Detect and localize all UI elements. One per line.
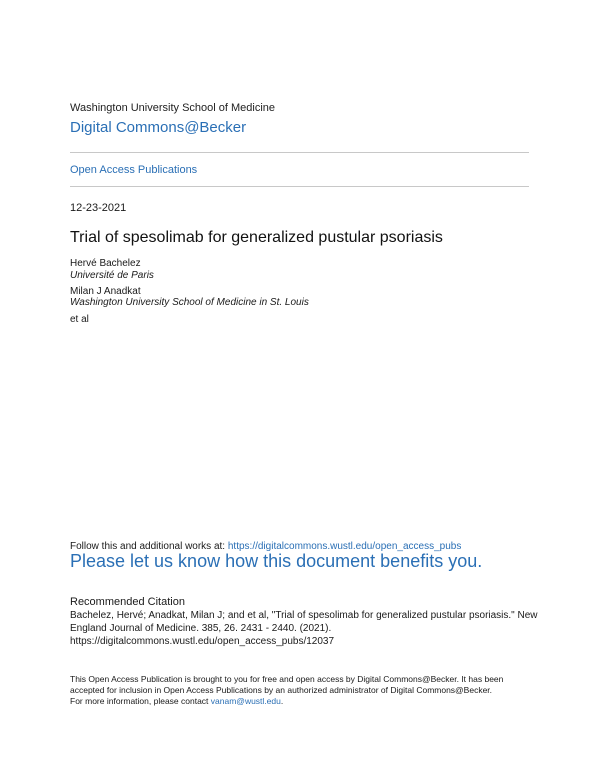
footer-contact: [70, 696, 283, 706]
follow-text: Follow this and additional works at:: [70, 541, 228, 552]
author-affiliation: Washington University School of Medicine in St. Louis: [70, 297, 309, 308]
benefits-link[interactable]: Please let us know how this document benefits you.: [70, 551, 483, 571]
footer-text: This Open Access Publication is brought to you for free and open access by Digital Commons@Becker. It has been: [70, 674, 504, 684]
footer-contact-prefix: For more information, please contact: [70, 696, 211, 706]
publication-date: 12-23-2021: [70, 202, 127, 214]
et-al: et al: [70, 314, 89, 325]
repository-link[interactable]: Digital Commons@Becker: [70, 119, 247, 136]
author-name[interactable]: Hervé Bachelez: [70, 258, 141, 269]
footer-text: accepted for inclusion in Open Access Publications by an authorized administrator of Digital Commons@Becker.: [70, 685, 493, 695]
institution-name: Washington University School of Medicine: [70, 102, 276, 114]
citation-url: https://digitalcommons.wustl.edu/open_access_pubs/12037: [70, 636, 335, 647]
author-name[interactable]: Milan J Anadkat: [70, 286, 141, 297]
divider-bottom: [70, 186, 529, 187]
collection-link[interactable]: Open Access Publications: [70, 164, 198, 176]
author-affiliation: Université de Paris: [70, 270, 154, 281]
article-title[interactable]: Trial of spesolimab for generalized pustular psoriasis: [70, 229, 443, 246]
divider-top: [70, 152, 529, 153]
citation-text: Bachelez, Hervé; Anadkat, Milan J; and et al, "Trial of spesolimab for generalized pustular psoriasis." New: [70, 610, 538, 621]
citation-heading: Recommended Citation: [70, 596, 185, 608]
collection-url-link[interactable]: https://digitalcommons.wustl.edu/open_access_pubs: [227, 541, 462, 552]
citation-text: England Journal of Medicine. 385, 26. 2431 - 2440. (2021).: [70, 623, 332, 634]
footer-contact-suffix: .: [280, 696, 284, 706]
contact-email-link[interactable]: vanam@wustl.edu: [210, 696, 281, 706]
